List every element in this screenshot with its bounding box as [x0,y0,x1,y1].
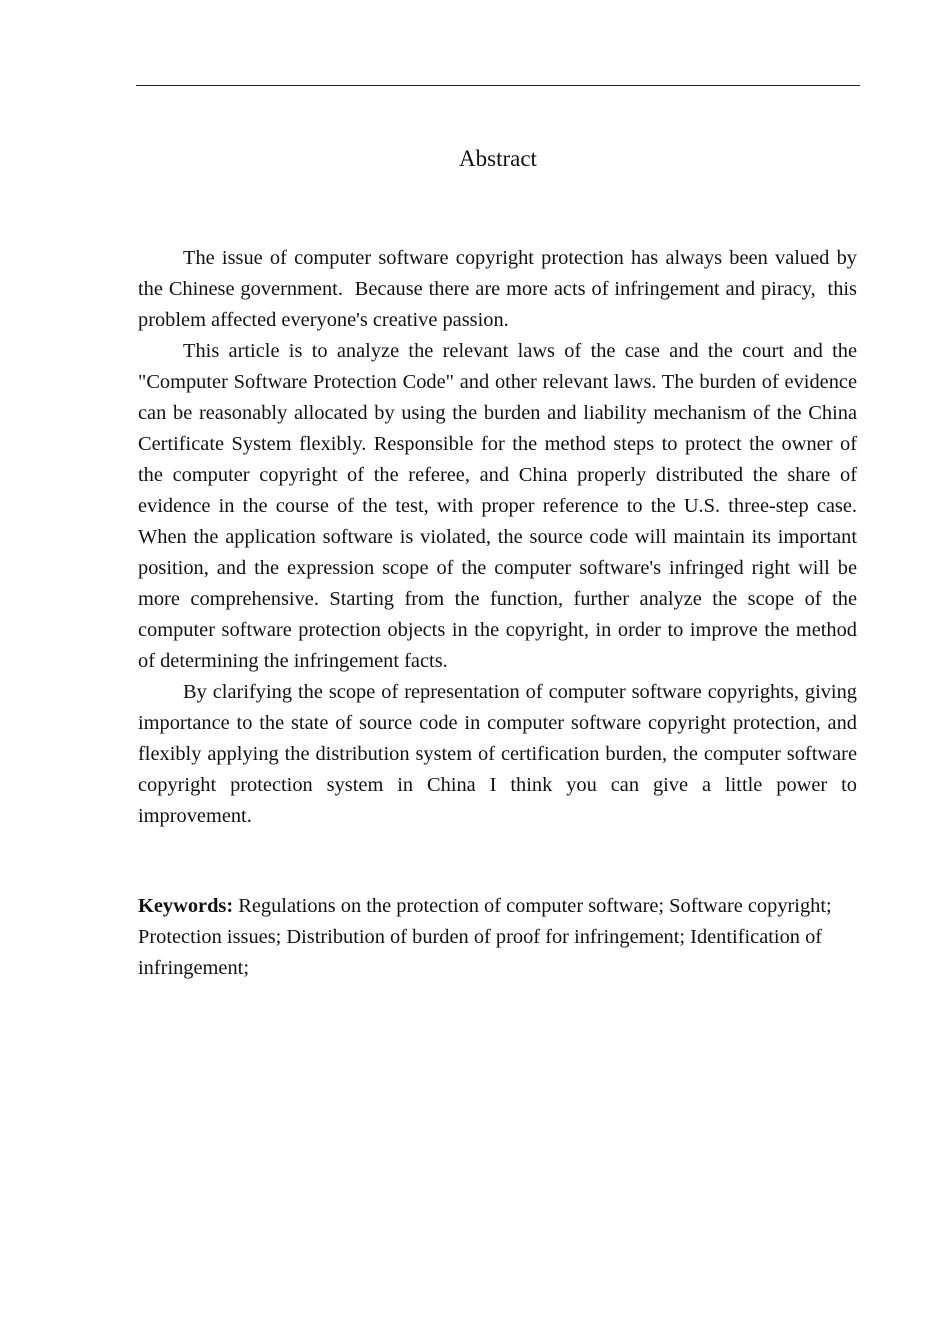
abstract-paragraph-1: The issue of computer software copyright protection has always been valued by the Chinese government. Because there are more acts of infringement and piracy, this problem affected everyone's creative passion. [138,247,857,331]
abstract-paragraph-3: By clarifying the scope of representation of computer software copyrights, giving importance to the state of source code in computer software copyright protection, and flexibly applying the distribution system of certification burden, the computer software copyright protection system in China I think you can give a little power to improvement. [138,681,857,827]
keywords-section [138,891,857,984]
keywords-label: Keywords: [138,895,234,917]
abstract-body [138,243,857,832]
abstract-paragraph-2: This article is to analyze the relevant laws of the case and the court and the "Computer Software Protection Code" and other relevant laws. The burden of evidence can be reasonably allocated by using the burden and liability mechanism of the China Certificate System flexibly. Responsible for the method steps to protect the owner of the computer copyright of the referee, and China properly distributed the share of evidence in the course of the test, with proper reference to the U.S. three-step case. When the application software is violated, the source code will maintain its important position, and the expression scope of the computer software's infringed right will be more comprehensive. Starting from the function, further analyze the scope of the computer software protection objects in the copyright, in order to improve the method of determining the infringement facts. [138,340,857,672]
keywords-text: Regulations on the protection of computer software; Software copyright; Protection issues; Distribution of burden of proof for infringement; Identification of infringement; [138,895,832,979]
page-title: Abstract [459,146,537,171]
header-rule [136,85,860,86]
